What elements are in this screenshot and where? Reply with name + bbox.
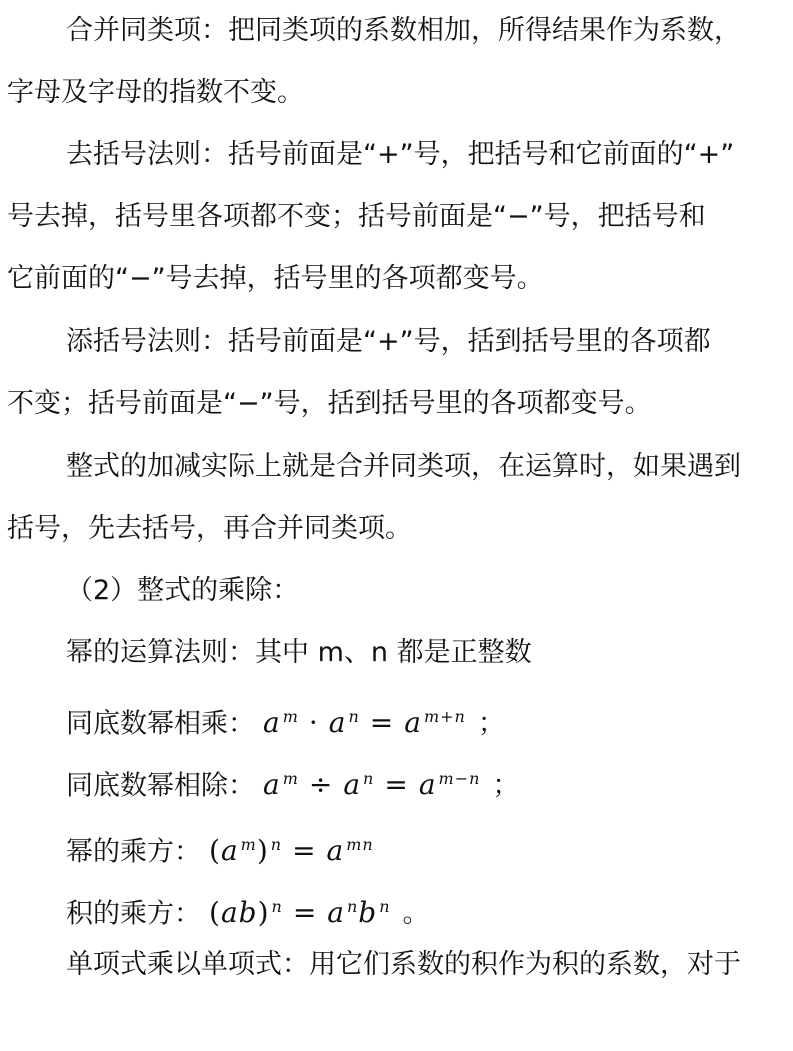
paragraph-line: 去括号法则：括号前面是“+”号，把括号和它前面的“+”	[66, 139, 735, 170]
paragraph-line: 合并同类项：把同类项的系数相加，所得结果作为系数，	[66, 15, 741, 46]
formula-line-power	[0, 814, 793, 876]
paragraph-line: 号去掉，括号里各项都不变；括号前面是“−”号，把括号和	[7, 201, 706, 232]
formula-line-product	[0, 686, 793, 748]
formula-line-quotient	[0, 748, 793, 810]
paragraph-line: 不变；括号前面是“−”号，括到括号里的各项都变号。	[7, 388, 652, 419]
formula-math: (a $^m$) $^n$ = a $^{mn}$	[209, 834, 374, 868]
formula-label: 幂的乘方：	[66, 836, 201, 868]
formula-label: 积的乘方：	[66, 898, 201, 930]
formula-math: a $^m$ ÷ a $^n$ = a $^{m-n}$	[263, 768, 481, 802]
formula-math: a $^m$ · a $^n$ = a $^{m+n}$	[263, 706, 466, 740]
paragraph-line: 字母及字母的指数不变。	[7, 77, 304, 108]
formula-label: 同底数幂相乘：	[66, 708, 255, 740]
formula-end: ；	[477, 708, 505, 740]
formula-end: 。	[402, 898, 430, 930]
paragraph-line: 括号，先去括号，再合并同类项。	[7, 513, 412, 544]
formula-end: ；	[492, 770, 520, 802]
paragraph-line: 幂的运算法则：其中 m、n 都是正整数	[66, 637, 532, 668]
paragraph-line: 添括号法则：括号前面是“+”号，括到括号里的各项都	[66, 326, 711, 357]
section-heading: （2）整式的乘除：	[66, 575, 300, 606]
paragraph-line: 单项式乘以单项式：用它们系数的积作为积的系数，对于	[66, 949, 741, 980]
formula-math: (ab) $^n$ = a $^n$b $^n$	[209, 896, 391, 930]
paragraph-line: 整式的加减实际上就是合并同类项，在运算时，如果遇到	[66, 451, 741, 482]
formula-label: 同底数幂相除：	[66, 770, 255, 802]
paragraph-line: 它前面的“−”号去掉，括号里的各项都变号。	[7, 263, 544, 294]
formula-line-product-power	[0, 876, 793, 938]
